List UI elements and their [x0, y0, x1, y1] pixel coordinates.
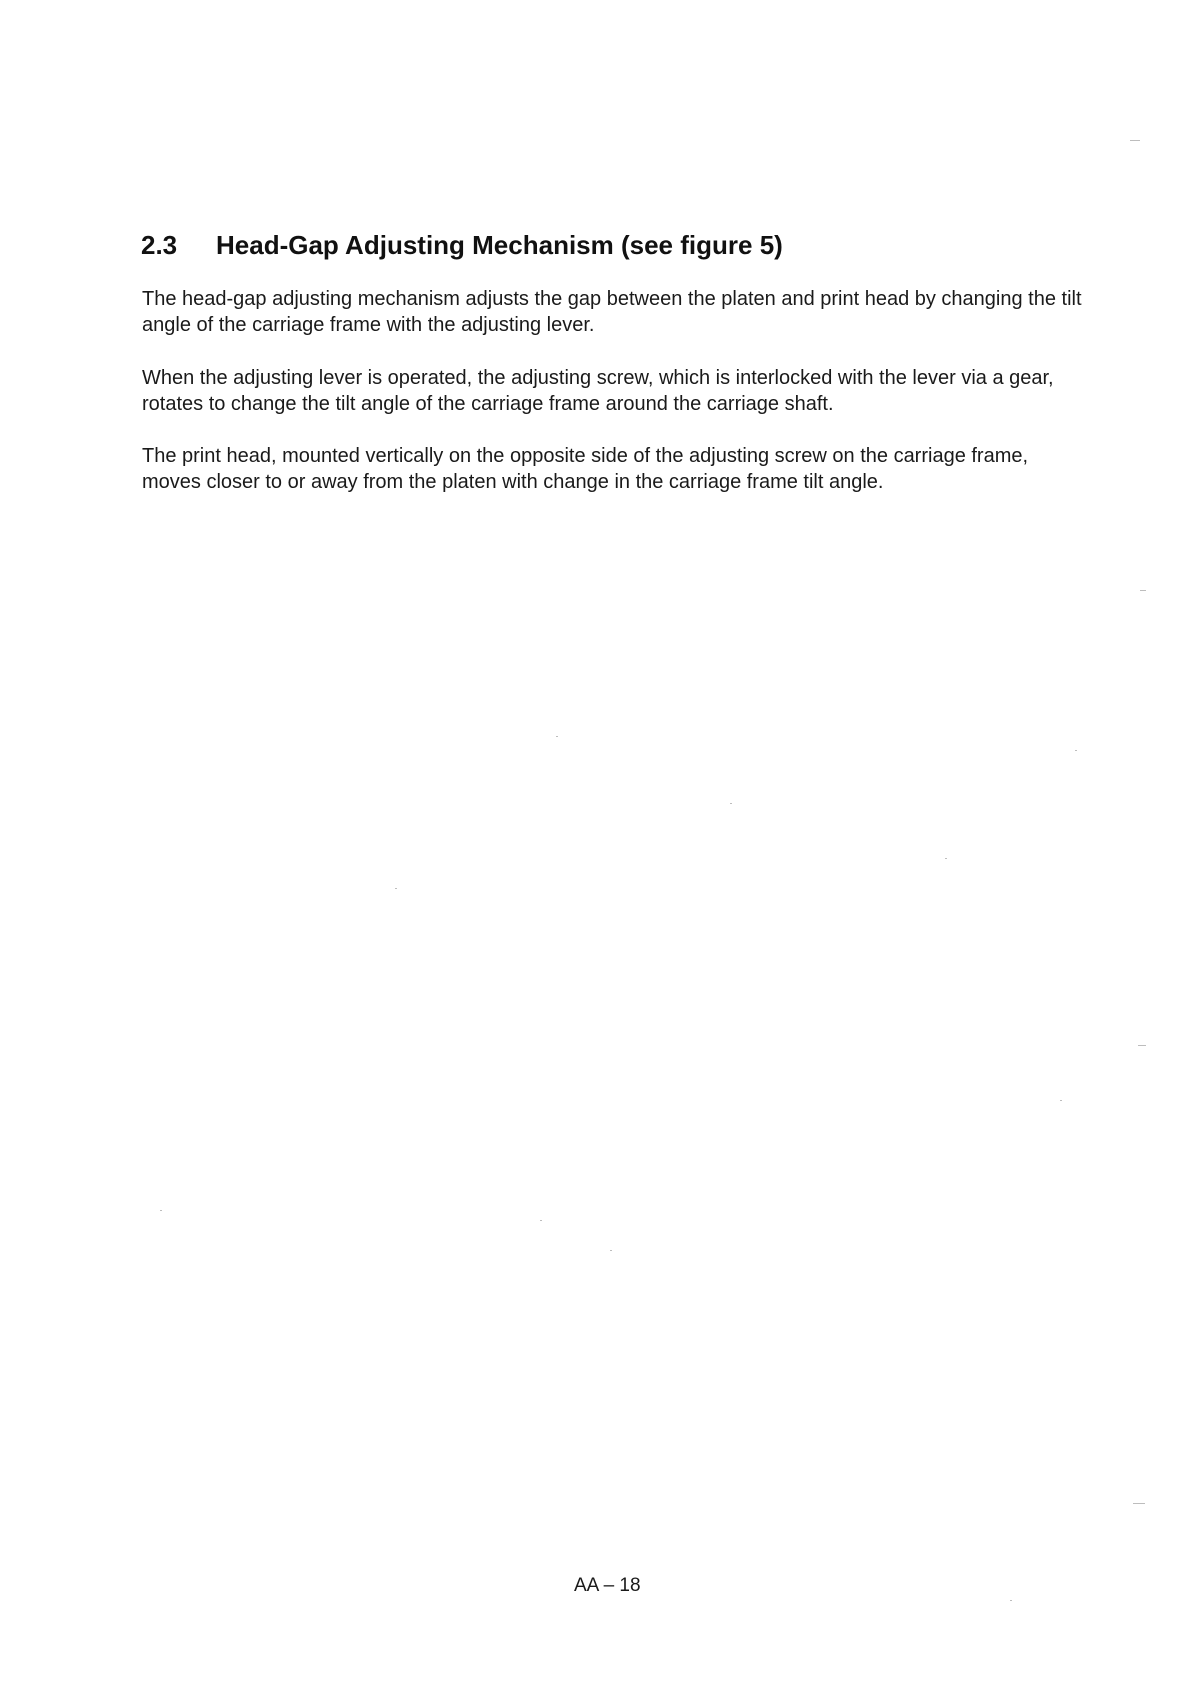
- section-heading: [141, 229, 783, 261]
- page-number: AA – 18: [574, 1575, 641, 1596]
- scan-speck: [1133, 1503, 1145, 1504]
- scan-speck: [556, 736, 558, 737]
- section-number: 2.3: [141, 230, 178, 260]
- body-paragraph-2: When the adjusting lever is operated, the adjusting screw, which is interlocked with the lever via a gear, rotates to change the tilt angle of the carriage frame around the carriage shaft.: [142, 367, 1054, 415]
- scan-speck: [610, 1250, 612, 1251]
- scan-speck: [1138, 1045, 1146, 1046]
- body-paragraph-1: The head-gap adjusting mechanism adjusts the gap between the platen and print head by changing the tilt angle of the carriage frame with the adjusting lever.: [142, 288, 1082, 336]
- scan-speck: [1140, 590, 1146, 591]
- scan-speck: [1075, 750, 1077, 751]
- scan-speck: [1060, 1100, 1062, 1101]
- scan-speck: [1010, 1600, 1012, 1601]
- scan-speck: [1130, 140, 1140, 141]
- section-title: Head-Gap Adjusting Mechanism (see figure 5): [216, 230, 783, 260]
- scan-speck: [395, 888, 397, 889]
- scan-speck: [730, 803, 732, 804]
- scan-speck: [540, 1220, 542, 1221]
- scan-speck: [945, 858, 947, 859]
- scan-speck: [160, 1210, 162, 1211]
- body-paragraph-3: The print head, mounted vertically on the opposite side of the adjusting screw on the carriage frame, moves closer to or away from the platen with change in the carriage frame tilt angle.: [142, 445, 1029, 493]
